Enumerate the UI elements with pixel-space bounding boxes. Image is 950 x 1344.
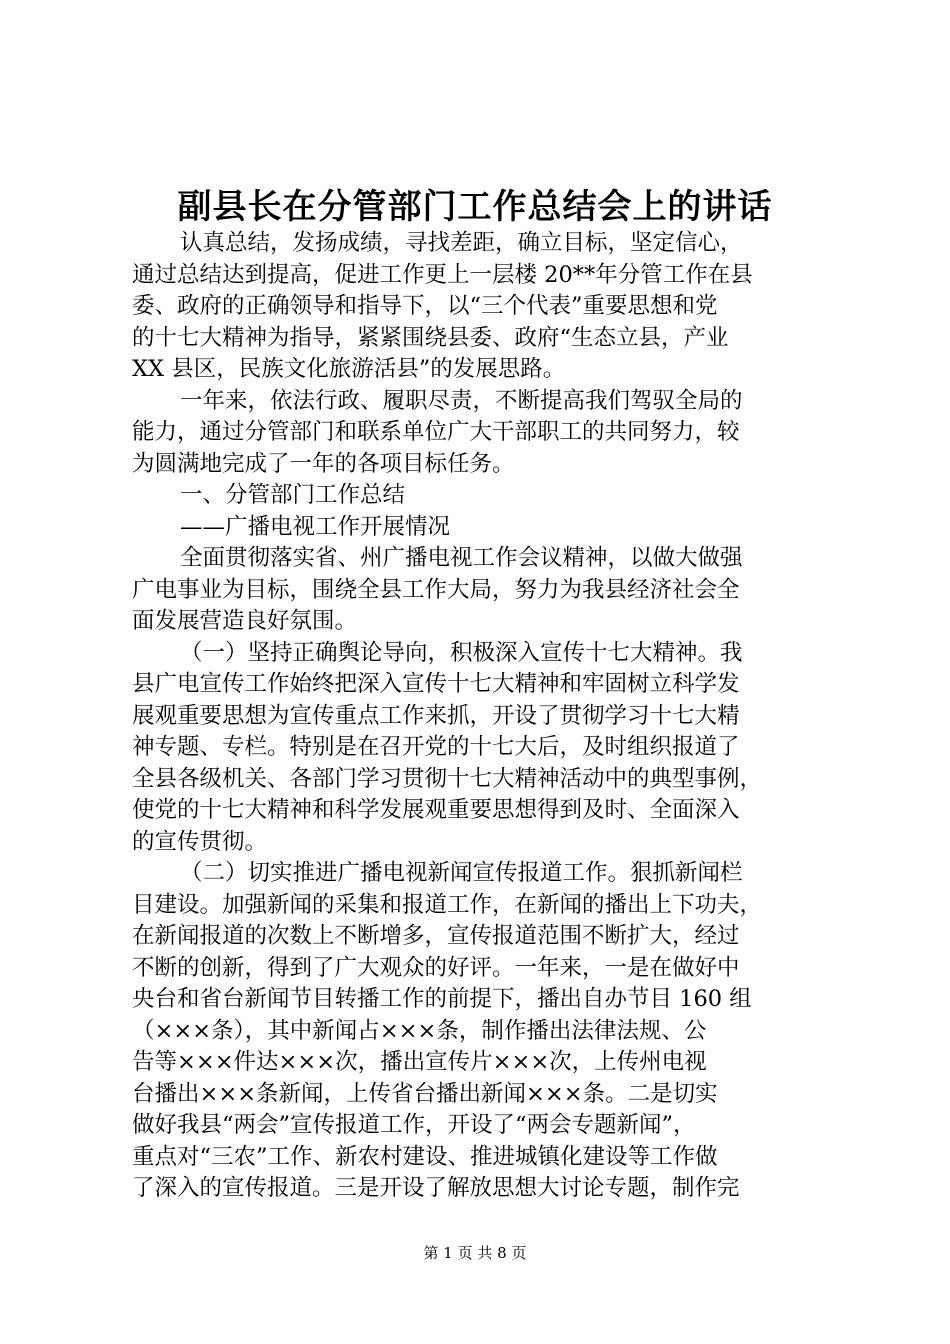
text-line: 一年来，依法行政、履职尽责，不断提高我们驾驭全局的 (180, 387, 743, 414)
text-line: 央台和省台新闻节目转播工作的前提下，播出自办节目 160 组 (132, 986, 752, 1012)
text-line: 展观重要思想为宣传重点工作来抓，开设了贯彻学习十七大精 (132, 702, 740, 729)
text-line: 的十七大精神为指导，紧紧围绕县委、政府“生态立县，产业 (132, 324, 729, 351)
text-line: 一、分管部门工作总结 (180, 482, 406, 508)
text-line: 做好我县“两会”宣传报道工作，开设了“两会专题新闻”， (132, 1112, 696, 1138)
text-line: 告等×××件达×××次，播出宣传片×××次，上传州电视 (132, 1049, 707, 1075)
text-line: 全县各级机关、各部门学习贯彻十七大精神活动中的典型事例， (132, 765, 763, 792)
text-line: 县广电宣传工作始终把深入宣传十七大精神和牢固树立科学发 (132, 671, 740, 697)
text-line: 委、政府的正确领导和指导下，以“三个代表”重要思想和党 (132, 293, 718, 319)
text-line: 在新闻报道的次数上不断增多，宣传报道范围不断扩大，经过 (132, 923, 740, 949)
text-line: 神专题、专栏。特别是在召开党的十七大后，及时组织报道了 (132, 734, 740, 760)
text-line: （一）坚持正确舆论导向，积极深入宣传十七大精神。我 (180, 639, 743, 666)
text-line: 广电事业为目标，围绕全县工作大局，努力为我县经济社会全 (132, 576, 740, 603)
text-line: XX 县区，民族文化旅游活县”的发展思路。 (132, 356, 566, 382)
text-line: 全面贯彻落实省、州广播电视工作会议精神，以做大做强 (180, 545, 743, 571)
document-title: 副县长在分管部门工作总结会上的讲话 (177, 187, 773, 227)
text-line: 面发展营造良好氛围。 (132, 608, 358, 634)
text-line: 台播出×××条新闻，上传省台播出新闻×××条。二是切实 (132, 1080, 718, 1107)
text-line: ——广播电视工作开展情况 (180, 513, 451, 540)
page-footer: 第 1 页 共 8 页 (423, 1244, 527, 1262)
text-line: 通过总结达到提高，促进工作更上一层楼 20**年分管工作在县 (132, 261, 753, 288)
text-line: （×××条），其中新闻占×××条，制作播出法律法规、公 (132, 1017, 707, 1044)
text-line: 不断的创新，得到了广大观众的好评。一年来，一是在做好中 (132, 954, 740, 981)
text-line: 使党的十七大精神和科学发展观重要思想得到及时、全面深入 (132, 797, 740, 823)
document-body (132, 228, 832, 1205)
text-line: 认真总结，发扬成绩，寻找差距，确立目标，坚定信心， (180, 230, 743, 256)
text-line: 的宣传贯彻。 (132, 828, 268, 855)
text-line: 目建设。加强新闻的采集和报道工作，在新闻的播出上下功夫， (132, 891, 763, 918)
text-line: 重点对“三农”工作、新农村建设、推进城镇化建设等工作做 (132, 1143, 718, 1170)
text-line: 了深入的宣传报道。三是开设了解放思想大讨论专题，制作完 (132, 1175, 740, 1201)
text-line: （二）切实推进广播电视新闻宣传报道工作。狠抓新闻栏 (180, 860, 743, 886)
text-line: 能力，通过分管部门和联系单位广大干部职工的共同努力，较 (132, 419, 740, 445)
text-line: 为圆满地完成了一年的各项目标任务。 (132, 450, 515, 477)
